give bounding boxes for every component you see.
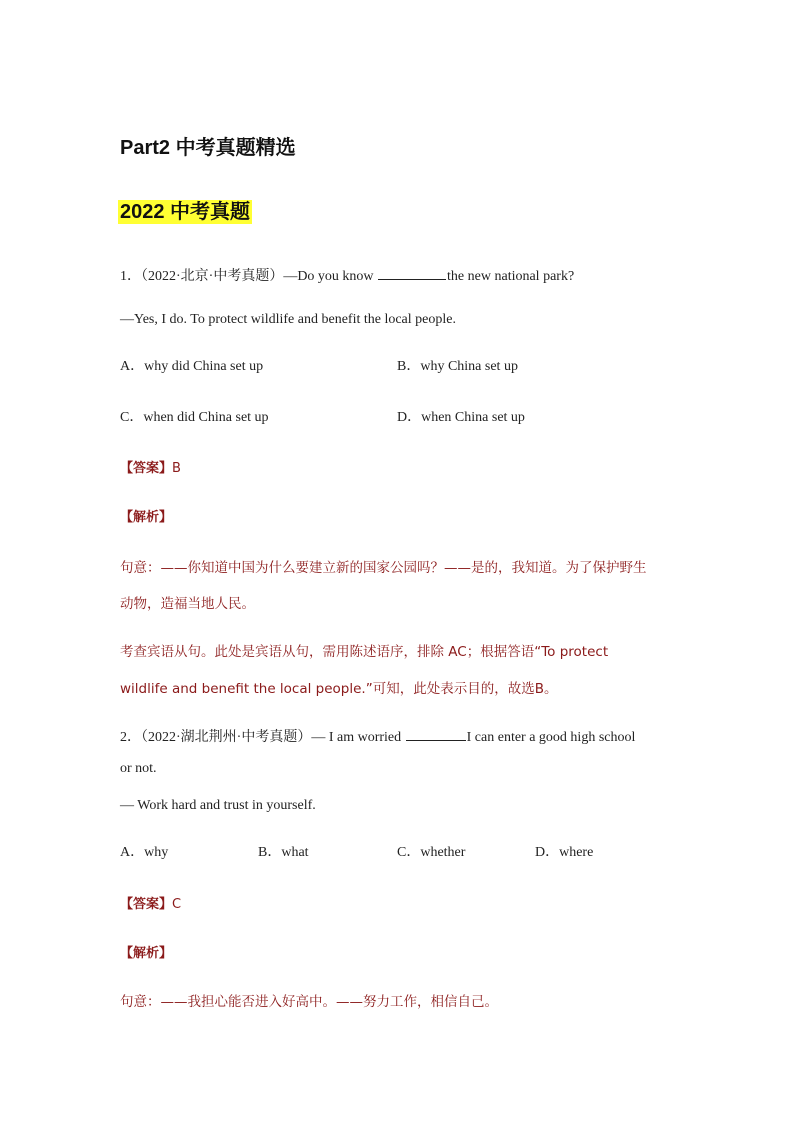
question-1-explanation-line-3: 考查宾语从句。此处是宾语从句，需用陈述语序，排除 AC；根据答语“To protect — [120, 644, 609, 660]
question-2-analysis-label: 【解析】 — [120, 946, 173, 961]
question-1-analysis-label: 【解析】 — [120, 510, 173, 525]
question-1-option-d: D．when China set up — [397, 410, 525, 425]
answer-label: 【答案】 — [120, 461, 173, 476]
question-2-option-b: B．what — [258, 845, 309, 860]
answer-label: 【答案】 — [120, 897, 173, 912]
question-1-option-a: A．why did China set up — [120, 359, 264, 374]
question-2-option-a: A．why — [120, 845, 169, 860]
question-1-blank — [378, 267, 446, 280]
question-2-blank — [406, 728, 466, 741]
question-2-answer — [120, 893, 181, 912]
question-2-option-c: C．whether — [397, 845, 466, 860]
question-2-reply: — Work hard and trust in yourself. — [120, 798, 316, 813]
question-1-stem — [120, 265, 574, 285]
section-title — [118, 195, 252, 224]
question-1-explanation-line-1: 句意：——你知道中国为什么要建立新的国家公园吗？——是的，我知道。为了保护野生 — [120, 560, 647, 576]
question-1-answer — [120, 457, 181, 476]
part-title: Part2 中考真题精选 — [120, 137, 296, 159]
question-1-reply: —Yes, I do. To protect wildlife and benefit the local people. — [120, 312, 456, 327]
question-2-prefix: 2．（2022·湖北荆州·中考真题）— I am worried — [120, 730, 405, 745]
answer-value: B — [172, 461, 181, 476]
question-2-stem-continued: or not. — [120, 761, 157, 776]
question-1-option-b: B．why China set up — [397, 359, 518, 374]
question-2-suffix: I can enter a good high school — [466, 730, 636, 745]
question-1-explanation-line-2: 动物，造福当地人民。 — [120, 596, 255, 612]
question-1-prefix: 1．（2022·北京·中考真题）—Do you know — [120, 269, 378, 284]
section-title-highlight: 2022 中考真题 — [120, 201, 251, 223]
question-1-suffix: the new national park? — [447, 269, 575, 284]
question-2-explanation-line-1: 句意：——我担心能否进入好高中。——努力工作，相信自己。 — [120, 994, 498, 1010]
question-2-stem — [120, 726, 635, 746]
answer-value: C — [172, 897, 182, 912]
question-1-explanation-line-4: wildlife and benefit the local people.”可知，此处表示目的，故选B。 — [120, 681, 558, 697]
question-1-option-c: C．when did China set up — [120, 410, 269, 425]
question-2-option-d: D．where — [535, 845, 594, 860]
